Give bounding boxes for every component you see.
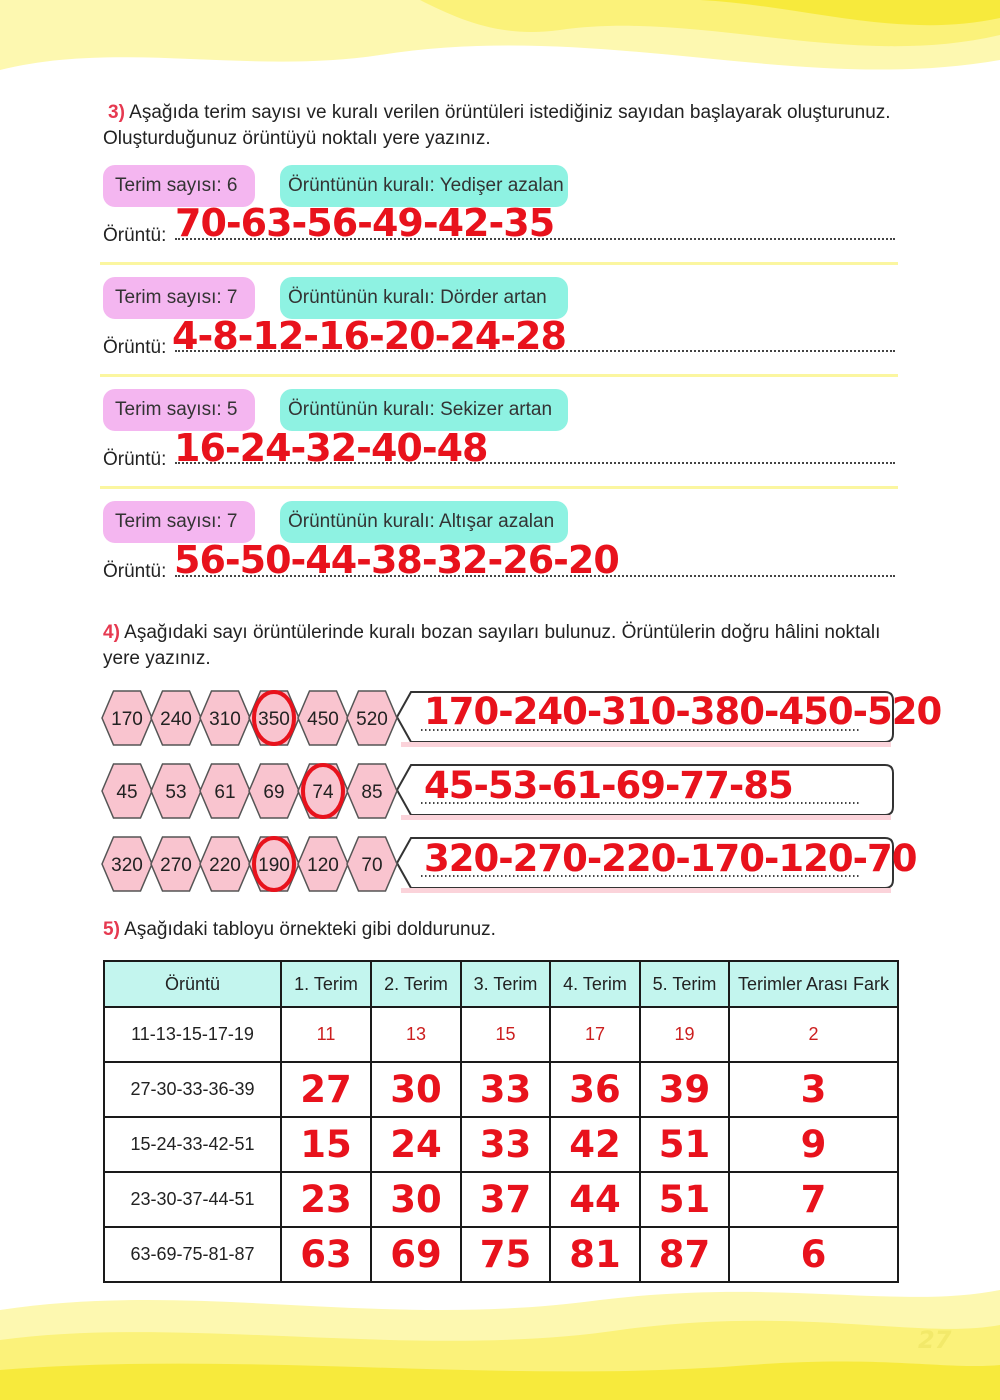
q4-answer-box-shadow (401, 815, 891, 820)
q3-item2-rule: Örüntünün kuralı: Dörder artan (280, 277, 568, 319)
row-value: 30 (371, 1062, 461, 1117)
q4-hexagon-value: 520 (356, 709, 388, 730)
q4-hexagon-value: 220 (209, 855, 241, 876)
row-value: 30 (371, 1172, 461, 1227)
table-row (104, 1117, 898, 1172)
row-value: 27 (281, 1062, 371, 1117)
q4-hexagon-value: 450 (307, 709, 339, 730)
q4-hexagon-value: 61 (214, 782, 236, 803)
header-term-5: 5. Terim (640, 961, 729, 1007)
q3-item2-label: Örüntü: (103, 337, 167, 358)
q4-hexagon-value: 240 (160, 709, 192, 730)
row-pattern: 63-69-75-81-87 (104, 1227, 281, 1282)
q4-hexagon-value: 120 (307, 855, 339, 876)
q4-hexagon-value: 45 (116, 782, 138, 803)
header-term-3: 3. Terim (461, 961, 550, 1007)
q4-hexagon-value: 69 (263, 782, 285, 803)
q5-instruction (103, 917, 496, 943)
row-value: 7 (729, 1172, 898, 1227)
row-value: 36 (550, 1062, 640, 1117)
q4-hexagon-value: 190 (258, 855, 290, 876)
row-value: 19 (640, 1007, 729, 1062)
row-value: 3 (729, 1062, 898, 1117)
header-term-1: 1. Terim (281, 961, 371, 1007)
row-value: 15 (281, 1117, 371, 1172)
q4-hexagon-value: 320 (111, 855, 143, 876)
row-value: 33 (461, 1062, 550, 1117)
header-term-2: 2. Terim (371, 961, 461, 1007)
row-value: 24 (371, 1117, 461, 1172)
header-pattern: Örüntü (104, 961, 281, 1007)
q4-hexagon-value: 53 (165, 782, 187, 803)
row-value: 51 (640, 1117, 729, 1172)
q4-answer-box-shadow (401, 888, 891, 893)
row-value: 33 (461, 1117, 550, 1172)
q4-text-line1: Aşağıdaki sayı örüntülerinde kuralı bozan sayıları bulunuz. Örüntülerin doğru hâlini noktalı (124, 622, 881, 643)
bottom-decorative-band (0, 1270, 1000, 1400)
row-value: 11 (281, 1007, 371, 1062)
q4-hexagon-value: 350 (258, 709, 290, 730)
row-value: 15 (461, 1007, 550, 1062)
table-row (104, 1227, 898, 1282)
row-value: 81 (550, 1227, 640, 1282)
q3-item4-label: Örüntü: (103, 561, 167, 582)
q4-hexagon-value: 170 (111, 709, 143, 730)
header-term-4: 4. Terim (550, 961, 640, 1007)
q3-item1-term-count: Terim sayısı: 6 (103, 165, 255, 207)
q3-item4-answer: 56-50-44-38-32-26-20 (174, 538, 619, 582)
page-number: 27 (918, 1326, 952, 1354)
q3-separator-1 (100, 262, 898, 265)
q4-number: 4) (103, 622, 120, 643)
q3-item4-term-count: Terim sayısı: 7 (103, 501, 255, 543)
q4-row2-answer: 45-53-61-69-77-85 (424, 764, 793, 807)
row-value: 69 (371, 1227, 461, 1282)
q5-number: 5) (103, 919, 120, 940)
q3-item2-term-count: Terim sayısı: 7 (103, 277, 255, 319)
q3-item1-answer: 70-63-56-49-42-35 (175, 201, 555, 245)
row-value: 9 (729, 1117, 898, 1172)
q4-row3-answer: 320-270-220-170-120-70 (424, 837, 917, 880)
header-difference: Terimler Arası Fark (729, 961, 898, 1007)
row-value: 37 (461, 1172, 550, 1227)
q3-separator-2 (100, 374, 898, 377)
q3-item3-label: Örüntü: (103, 449, 167, 470)
row-value: 63 (281, 1227, 371, 1282)
row-pattern: 23-30-37-44-51 (104, 1172, 281, 1227)
q4-answer-box-shadow (401, 742, 891, 747)
q3-text-line1: Aşağıda terim sayısı ve kuralı verilen örüntüleri istediğiniz sayıdan başlayarak oluşturunuz. (129, 102, 891, 123)
pattern-table (103, 960, 899, 1283)
row-value: 39 (640, 1062, 729, 1117)
table-row (104, 1007, 898, 1062)
q4-hexagon-value: 310 (209, 709, 241, 730)
q3-item3-answer: 16-24-32-40-48 (174, 426, 488, 470)
q4-hexagon-value: 74 (312, 782, 334, 803)
q3-item3-rule: Örüntünün kuralı: Sekizer artan (280, 389, 568, 431)
q3-number: 3) (108, 102, 125, 123)
q4-text-line2: yere yazınız. (103, 648, 211, 669)
q4-instruction (103, 620, 880, 646)
table-row (104, 1172, 898, 1227)
q3-item2-answer: 4-8-12-16-20-24-28 (172, 314, 566, 358)
row-value: 17 (550, 1007, 640, 1062)
row-value: 13 (371, 1007, 461, 1062)
table-row (104, 1062, 898, 1117)
row-value: 2 (729, 1007, 898, 1062)
q3-separator-3 (100, 486, 898, 489)
row-value: 75 (461, 1227, 550, 1282)
row-value: 44 (550, 1172, 640, 1227)
row-value: 42 (550, 1117, 640, 1172)
q4-row1-answer: 170-240-310-380-450-520 (424, 690, 942, 733)
q3-instruction (108, 100, 891, 126)
top-decorative-band (0, 0, 1000, 110)
row-value: 51 (640, 1172, 729, 1227)
q4-hexagon-value: 70 (361, 855, 383, 876)
q3-text-line2: Oluşturduğunuz örüntüyü noktalı yere yazınız. (103, 128, 491, 149)
row-pattern: 15-24-33-42-51 (104, 1117, 281, 1172)
table-header-row (104, 961, 898, 1007)
row-value: 6 (729, 1227, 898, 1282)
row-value: 87 (640, 1227, 729, 1282)
q3-item3-term-count: Terim sayısı: 5 (103, 389, 255, 431)
row-value: 23 (281, 1172, 371, 1227)
row-pattern: 27-30-33-36-39 (104, 1062, 281, 1117)
q3-item1-rule: Örüntünün kuralı: Yedişer azalan (280, 165, 568, 207)
q5-text: Aşağıdaki tabloyu örnekteki gibi doldurunuz. (124, 919, 496, 940)
row-pattern: 11-13-15-17-19 (104, 1007, 281, 1062)
q3-item4-rule: Örüntünün kuralı: Altışar azalan (280, 501, 568, 543)
q4-hexagon-value: 270 (160, 855, 192, 876)
q3-item1-label: Örüntü: (103, 225, 167, 246)
q4-hexagon-value: 85 (361, 782, 383, 803)
